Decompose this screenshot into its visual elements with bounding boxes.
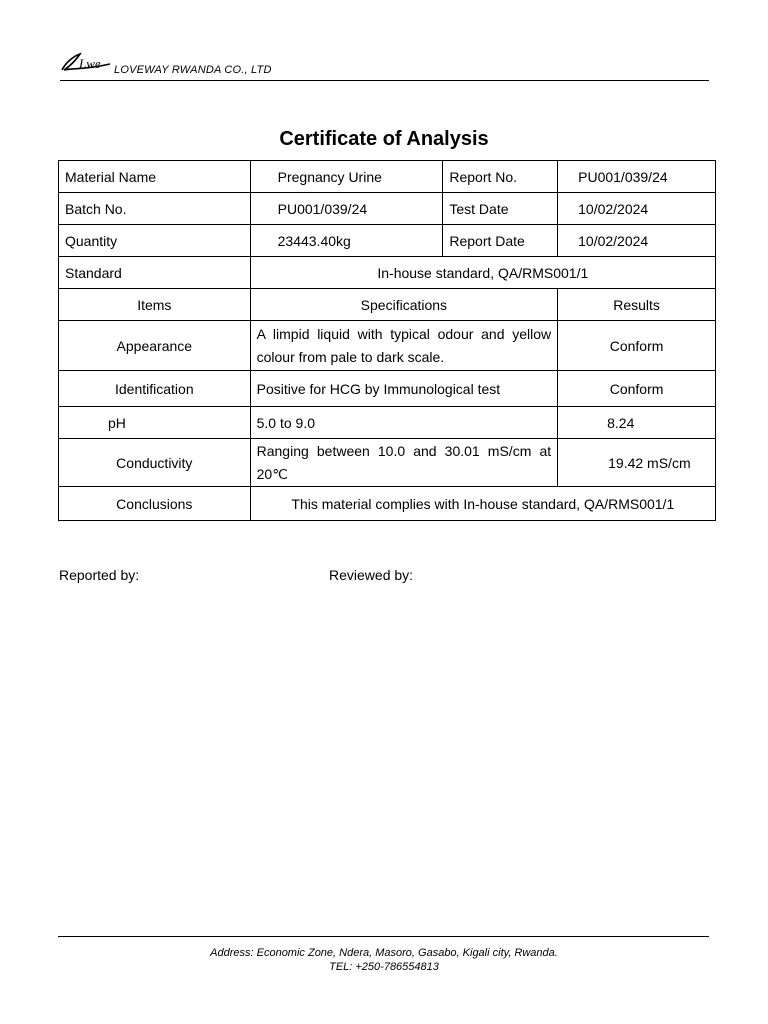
analysis-table	[58, 160, 716, 521]
company-logo	[60, 50, 112, 76]
standard-label: Standard	[59, 257, 251, 289]
footer-telephone: TEL: +250-786554813	[329, 961, 439, 973]
footer-divider	[58, 936, 709, 937]
spec-cell: A limpid liquid with typical odour and yellow colour from pale to dark scale.	[250, 321, 558, 371]
reported-by-label: Reported by:	[59, 567, 140, 583]
spec-cell: Positive for HCG by Immunological test	[250, 371, 558, 407]
column-header-row	[59, 289, 716, 321]
item-cell: pH	[59, 407, 251, 439]
table-row	[59, 371, 716, 407]
item-cell: Appearance	[59, 321, 251, 371]
result-cell: 8.24	[558, 407, 716, 439]
result-cell: Conform	[558, 321, 716, 371]
table-row	[59, 321, 716, 371]
logo-text: Lwe	[79, 56, 101, 71]
material-row	[59, 161, 716, 193]
items-header: Items	[59, 289, 251, 321]
quantity-label: Quantity	[59, 225, 251, 257]
result-cell: 19.42 mS/cm	[558, 439, 716, 487]
test-date-value: 10/02/2024	[558, 193, 716, 225]
result-cell: Conform	[558, 371, 716, 407]
reviewed-by-label: Reviewed by:	[329, 567, 414, 583]
conclusion-row	[59, 487, 716, 521]
batch-value: PU001/039/24	[250, 193, 443, 225]
report-date-value: 10/02/2024	[558, 225, 716, 257]
spec-cell: Ranging between 10.0 and 30.01 mS/cm at 20℃	[250, 439, 558, 487]
standard-row	[59, 257, 716, 289]
table-row	[59, 439, 716, 487]
conclusion-label: Conclusions	[59, 487, 251, 521]
material-value: Pregnancy Urine	[250, 161, 443, 193]
specifications-header: Specifications	[250, 289, 558, 321]
spec-cell: 5.0 to 9.0	[250, 407, 558, 439]
quantity-value: 23443.40kg	[250, 225, 443, 257]
standard-value: In-house standard, QA/RMS001/1	[250, 257, 715, 289]
batch-row	[59, 193, 716, 225]
quantity-row	[59, 225, 716, 257]
report-date-label: Report Date	[443, 225, 558, 257]
document-title: Certificate of Analysis	[279, 128, 489, 150]
material-label: Material Name	[59, 161, 251, 193]
conclusion-text: This material complies with In-house standard, QA/RMS001/1	[250, 487, 715, 521]
report-no-label: Report No.	[443, 161, 558, 193]
test-date-label: Test Date	[443, 193, 558, 225]
item-cell: Identification	[59, 371, 251, 407]
item-cell: Conductivity	[59, 439, 251, 487]
footer-address: Address: Economic Zone, Ndera, Masoro, Gasabo, Kigali city, Rwanda.	[210, 947, 558, 959]
letterhead	[60, 50, 709, 81]
results-header: Results	[558, 289, 716, 321]
batch-label: Batch No.	[59, 193, 251, 225]
report-no-value: PU001/039/24	[558, 161, 716, 193]
company-name: LOVEWAY RWANDA CO., LTD	[114, 64, 272, 76]
table-row	[59, 407, 716, 439]
